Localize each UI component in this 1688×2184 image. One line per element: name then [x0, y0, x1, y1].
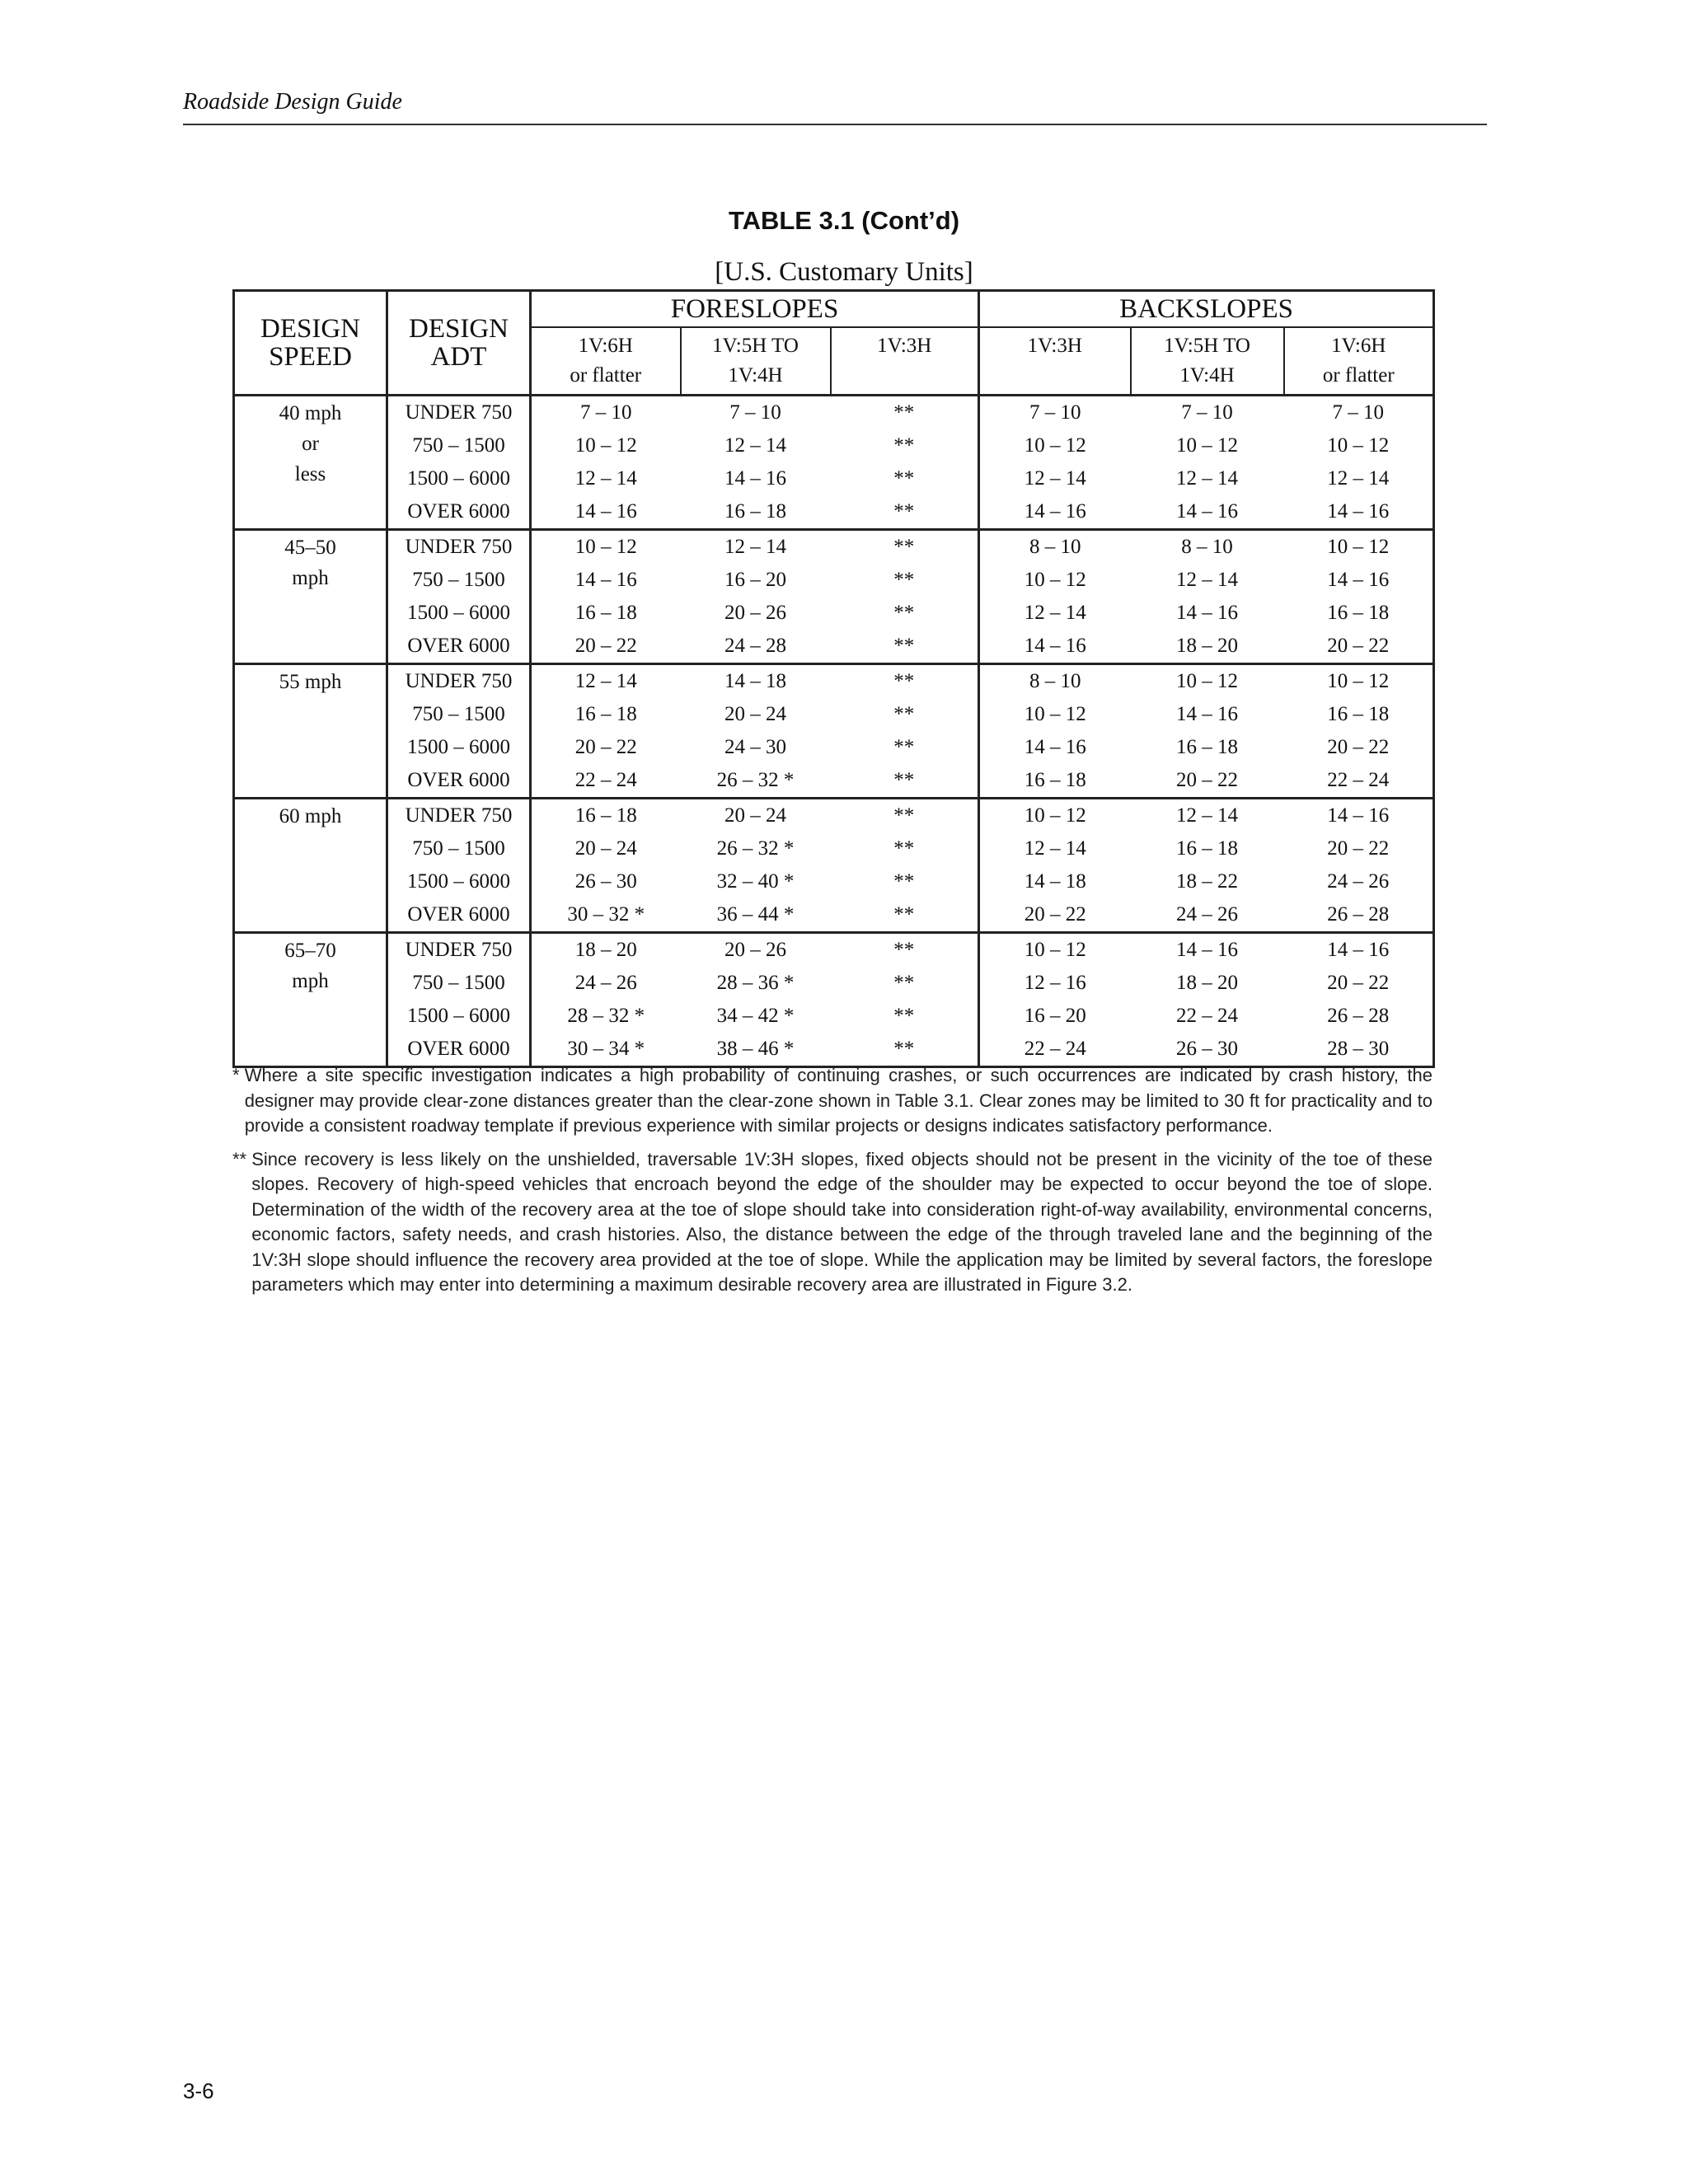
clear-zone-cell: 22 – 24 [1176, 1005, 1239, 1027]
clear-zone-cell: 20 – 22 [1327, 837, 1390, 860]
table-row [234, 832, 1434, 865]
design-adt-cell: 1500 – 6000 [387, 731, 531, 764]
clear-zone-cell: 14 – 16 [1284, 495, 1434, 530]
clear-zone-cell: 28 – 30 [1327, 1038, 1390, 1060]
clear-zone-cell: 16 – 18 [1327, 703, 1390, 725]
clear-zone-cell: ** [831, 933, 979, 968]
clear-zone-cell: 12 – 14 [574, 670, 637, 692]
clear-zone-cell: 20 – 22 [574, 736, 637, 758]
clear-zone-cell: 12 – 16 [1024, 972, 1086, 994]
clear-zone-cell: 20 – 26 [724, 939, 786, 961]
clear-zone-cell: 16 – 18 [1176, 837, 1239, 860]
clear-zone-cell: 16 – 20 [724, 569, 786, 591]
clear-zone-cell: 12 – 14 [1024, 467, 1086, 490]
table-row [234, 933, 1434, 968]
table-title: TABLE 3.1 (Cont’d) [728, 206, 960, 235]
clear-zone-cell: 7 – 10 [729, 401, 781, 424]
clear-zone-cell: 10 – 12 [574, 536, 637, 558]
clear-zone-cell: ** [831, 865, 979, 898]
clear-zone-cell: 14 – 16 [1327, 939, 1390, 961]
foreslopes-header: FORESLOPES [531, 291, 979, 328]
clear-zone-cell: ** [831, 731, 979, 764]
clear-zone-cell: 18 – 20 [1176, 972, 1239, 994]
design-adt-cell: 750 – 1500 [387, 429, 531, 462]
table-row [234, 429, 1434, 462]
clear-zone-cell: 14 – 16 [1327, 804, 1390, 827]
clear-zone-cell: 20 – 22 [1327, 736, 1390, 758]
clear-zone-cell: 20 – 22 [1284, 630, 1434, 664]
clear-zone-cell: 14 – 16 [979, 630, 1131, 664]
note-text: Since recovery is less likely on the unshielded, traversable 1V:3H slopes, fixed objects should not be present in the vicinity of the toe of these slopes. Recovery of high-speed vehicles that encroach beyond the edge of the shoulder may be expected to occur beyond the toe of slope. Determination of the width of the recovery area at the toe of slope should take into consideration right-of-way availability, environmental concerns, economic factors, safety needs, and crash histories. Also, the distance between the edge of the through traveled lane and the beginning of the 1V:3H slope should influence the recovery area provided at the toe of slope. While the application may be limited by several factors, the foreslope parameters which may enter into determining a maximum desirable recovery area are illustrated in Figure 3.2. [251, 1148, 1432, 1295]
clear-zone-cell: 12 – 14 [1176, 569, 1239, 591]
design-adt-cell: 1500 – 6000 [387, 1000, 531, 1033]
backslopes-header: BACKSLOPES [979, 291, 1434, 328]
clear-zone-cell: 14 – 16 [724, 467, 786, 490]
slope-header: 1V:6H or flatter [1284, 327, 1434, 396]
clear-zone-cell: 14 – 16 [1131, 495, 1284, 530]
slope-header: 1V:5H TO 1V:4H [681, 327, 831, 396]
table-row [234, 799, 1434, 833]
clear-zone-cell: 24 – 30 [724, 736, 786, 758]
clear-zone-cell: 12 – 14 [574, 467, 637, 490]
table-subtitle: [U.S. Customary Units] [715, 257, 973, 287]
clear-zone-cell: 10 – 12 [1024, 804, 1086, 827]
clear-zone-cell: 10 – 12 [1024, 939, 1086, 961]
design-adt-cell: OVER 6000 [387, 898, 531, 933]
clear-zone-cell: ** [831, 564, 979, 597]
clear-zone-cell: 14 – 16 [1176, 939, 1239, 961]
table-row [234, 495, 1434, 530]
clear-zone-cell: 22 – 24 [531, 764, 681, 799]
clear-zone-cell: 20 – 24 [574, 837, 637, 860]
design-adt-cell: 750 – 1500 [387, 967, 531, 1000]
clear-zone-cell: 12 – 14 [724, 536, 786, 558]
clear-zone-cell: 14 – 18 [724, 670, 786, 692]
table-row [234, 1000, 1434, 1033]
clear-zone-cell: 10 – 12 [1024, 703, 1086, 725]
clear-zone-cell: 20 – 22 [531, 630, 681, 664]
table-row [234, 462, 1434, 495]
clear-zone-cell: 28 – 36 * [716, 972, 795, 994]
clear-zone-cell: 14 – 16 [574, 569, 637, 591]
table-row [234, 630, 1434, 664]
clear-zone-cell: 16 – 18 [1327, 602, 1390, 624]
design-adt-cell: 1500 – 6000 [387, 462, 531, 495]
table-notes [232, 1063, 1432, 1306]
clear-zone-cell: 10 – 12 [1024, 434, 1086, 457]
table-row [234, 731, 1434, 764]
note-single-asterisk [232, 1063, 1432, 1139]
design-adt-header: DESIGN ADT [387, 291, 531, 396]
clear-zone-cell: 14 – 16 [1176, 703, 1239, 725]
clear-zone-cell: 26 – 28 [1327, 1005, 1390, 1027]
design-adt-cell: OVER 6000 [387, 495, 531, 530]
clear-zone-cell: 18 – 20 [574, 939, 637, 961]
design-adt-cell: OVER 6000 [387, 630, 531, 664]
clear-zone-cell: 16 – 18 [574, 804, 637, 827]
clear-zone-cell: 14 – 16 [1024, 736, 1086, 758]
clear-zone-cell: 7 – 10 [1029, 401, 1081, 424]
clear-zone-cell: 36 – 44 * [681, 898, 831, 933]
clear-zone-cell: 38 – 46 * [716, 1038, 795, 1060]
clear-zone-cell: ** [831, 495, 979, 530]
design-speed-cell: 60 mph [234, 799, 387, 933]
table-row [234, 530, 1434, 565]
clear-zone-cell: 12 – 14 [1327, 467, 1390, 490]
design-speed-cell: 40 mph or less [234, 396, 387, 530]
clear-zone-cell: 18 – 22 [1176, 870, 1239, 893]
clear-zone-cell: 10 – 12 [1327, 434, 1390, 457]
clear-zone-cell: 12 – 14 [724, 434, 786, 457]
clear-zone-cell: 30 – 32 * [531, 898, 681, 933]
design-adt-cell: OVER 6000 [387, 764, 531, 799]
clear-zone-cell: ** [831, 1033, 979, 1067]
clear-zone-cell: 14 – 16 [1176, 602, 1239, 624]
table-row [234, 1033, 1434, 1067]
clear-zone-cell: 14 – 16 [979, 495, 1131, 530]
clear-zone-cell: ** [831, 898, 979, 933]
clear-zone-cell: 7 – 10 [580, 401, 632, 424]
clear-zone-cell: 10 – 12 [1327, 670, 1390, 692]
clear-zone-cell: 26 – 30 [1176, 1038, 1239, 1060]
clear-zone-cell: 16 – 20 [1024, 1005, 1086, 1027]
table-row [234, 564, 1434, 597]
clear-zone-cell: 24 – 26 [1131, 898, 1284, 933]
slope-header: 1V:3H [979, 327, 1131, 396]
clear-zone-cell: 20 – 22 [979, 898, 1131, 933]
clear-zone-cell: 10 – 12 [1176, 434, 1239, 457]
design-adt-cell: 1500 – 6000 [387, 865, 531, 898]
design-adt-cell: 750 – 1500 [387, 564, 531, 597]
design-speed-cell: 45–50 mph [234, 530, 387, 664]
clear-zone-cell: 8 – 10 [1029, 536, 1081, 558]
clear-zone-cell: 12 – 14 [1176, 804, 1239, 827]
slope-header: 1V:5H TO 1V:4H [1131, 327, 1284, 396]
table-row [234, 865, 1434, 898]
clear-zone-cell: 8 – 10 [1029, 670, 1081, 692]
clear-zone-cell: ** [831, 1000, 979, 1033]
table-row [234, 396, 1434, 430]
clear-zone-cell: 7 – 10 [1181, 401, 1233, 424]
header-rule [183, 124, 1487, 125]
design-adt-cell: UNDER 750 [387, 933, 531, 968]
clear-zone-cell: 10 – 12 [574, 434, 637, 457]
clear-zone-cell: ** [831, 530, 979, 565]
clear-zone-cell: 20 – 24 [724, 703, 786, 725]
clear-zone-cell: 32 – 40 * [716, 870, 795, 893]
design-adt-cell: OVER 6000 [387, 1033, 531, 1067]
table-row [234, 597, 1434, 630]
table-row [234, 664, 1434, 699]
clear-zone-cell: 28 – 32 * [567, 1005, 645, 1027]
clear-zone-cell: 8 – 10 [1181, 536, 1233, 558]
clear-zone-cell: ** [831, 698, 979, 731]
note-mark: * [232, 1065, 245, 1085]
clear-zone-cell: 10 – 12 [1176, 670, 1239, 692]
note-double-asterisk [232, 1147, 1432, 1298]
clear-zone-cell: 12 – 14 [1024, 602, 1086, 624]
design-adt-cell: UNDER 750 [387, 799, 531, 833]
clear-zone-cell: 14 – 18 [1024, 870, 1086, 893]
clear-zone-cell: 24 – 26 [574, 972, 637, 994]
page-number: 3-6 [183, 2079, 214, 2103]
design-adt-cell: 750 – 1500 [387, 698, 531, 731]
clear-zone-cell: ** [831, 764, 979, 799]
clear-zone-cell: ** [831, 799, 979, 833]
design-speed-cell: 65–70 mph [234, 933, 387, 1067]
clear-zone-cell: ** [831, 396, 979, 430]
table-row [234, 898, 1434, 933]
running-header: Roadside Design Guide [183, 89, 402, 115]
clear-zone-cell: 16 – 18 [574, 703, 637, 725]
design-speed-cell: 55 mph [234, 664, 387, 799]
clear-zone-cell: 20 – 24 [724, 804, 786, 827]
clear-zone-cell: 16 – 18 [681, 495, 831, 530]
clear-zone-cell: 16 – 18 [574, 602, 637, 624]
note-mark: ** [232, 1148, 252, 1169]
slope-header: 1V:3H [831, 327, 979, 396]
table-row [234, 764, 1434, 799]
clear-zone-cell: 26 – 32 * [716, 837, 795, 860]
slope-header: 1V:6H or flatter [531, 327, 681, 396]
clear-zone-cell: ** [831, 832, 979, 865]
clear-zone-cell: ** [831, 664, 979, 699]
design-adt-cell: UNDER 750 [387, 664, 531, 699]
clear-zone-cell: 16 – 18 [1176, 736, 1239, 758]
clear-zone-cell: 14 – 16 [1327, 569, 1390, 591]
clear-zone-cell: 12 – 14 [1024, 837, 1086, 860]
clear-zone-cell: 24 – 26 [1327, 870, 1390, 893]
design-speed-header: DESIGN SPEED [234, 291, 387, 396]
clear-zone-cell: 22 – 24 [1284, 764, 1434, 799]
clear-zone-cell: 26 – 32 * [681, 764, 831, 799]
clear-zone-cell: 24 – 28 [681, 630, 831, 664]
table-row [234, 698, 1434, 731]
clear-zone-cell: 34 – 42 * [716, 1005, 795, 1027]
clear-zone-cell: 18 – 20 [1131, 630, 1284, 664]
clear-zone-cell: ** [831, 462, 979, 495]
design-adt-cell: 750 – 1500 [387, 832, 531, 865]
clear-zone-cell: ** [831, 967, 979, 1000]
clear-zone-cell: 7 – 10 [1332, 401, 1385, 424]
note-text: Where a site specific investigation indicates a high probability of continuing crashes, or such occurrences are indicated by crash history, the designer may provide clear-zone distances greater than the clear-zone shown in Table 3.1. Clear zones may be limited to 30 ft for practicality and to provide a consistent roadway template if previous experience with similar projects or designs indicates satisfactory performance. [244, 1065, 1432, 1136]
design-adt-cell: UNDER 750 [387, 530, 531, 565]
clear-zone-cell: 16 – 18 [979, 764, 1131, 799]
clear-zone-cell: ** [831, 630, 979, 664]
clear-zone-table [232, 289, 1435, 1068]
clear-zone-cell: 12 – 14 [1176, 467, 1239, 490]
clear-zone-cell: ** [831, 429, 979, 462]
clear-zone-cell: 10 – 12 [1327, 536, 1390, 558]
table-row [234, 967, 1434, 1000]
clear-zone-cell: 20 – 22 [1131, 764, 1284, 799]
clear-zone-cell: 20 – 26 [724, 602, 786, 624]
clear-zone-cell: 22 – 24 [1024, 1038, 1086, 1060]
clear-zone-cell: 26 – 30 [574, 870, 637, 893]
clear-zone-cell: 14 – 16 [531, 495, 681, 530]
clear-zone-cell: 30 – 34 * [567, 1038, 645, 1060]
clear-zone-cell: 20 – 22 [1327, 972, 1390, 994]
clear-zone-cell: ** [831, 597, 979, 630]
clear-zone-cell: 26 – 28 [1284, 898, 1434, 933]
design-adt-cell: 1500 – 6000 [387, 597, 531, 630]
clear-zone-cell: 10 – 12 [1024, 569, 1086, 591]
design-adt-cell: UNDER 750 [387, 396, 531, 430]
